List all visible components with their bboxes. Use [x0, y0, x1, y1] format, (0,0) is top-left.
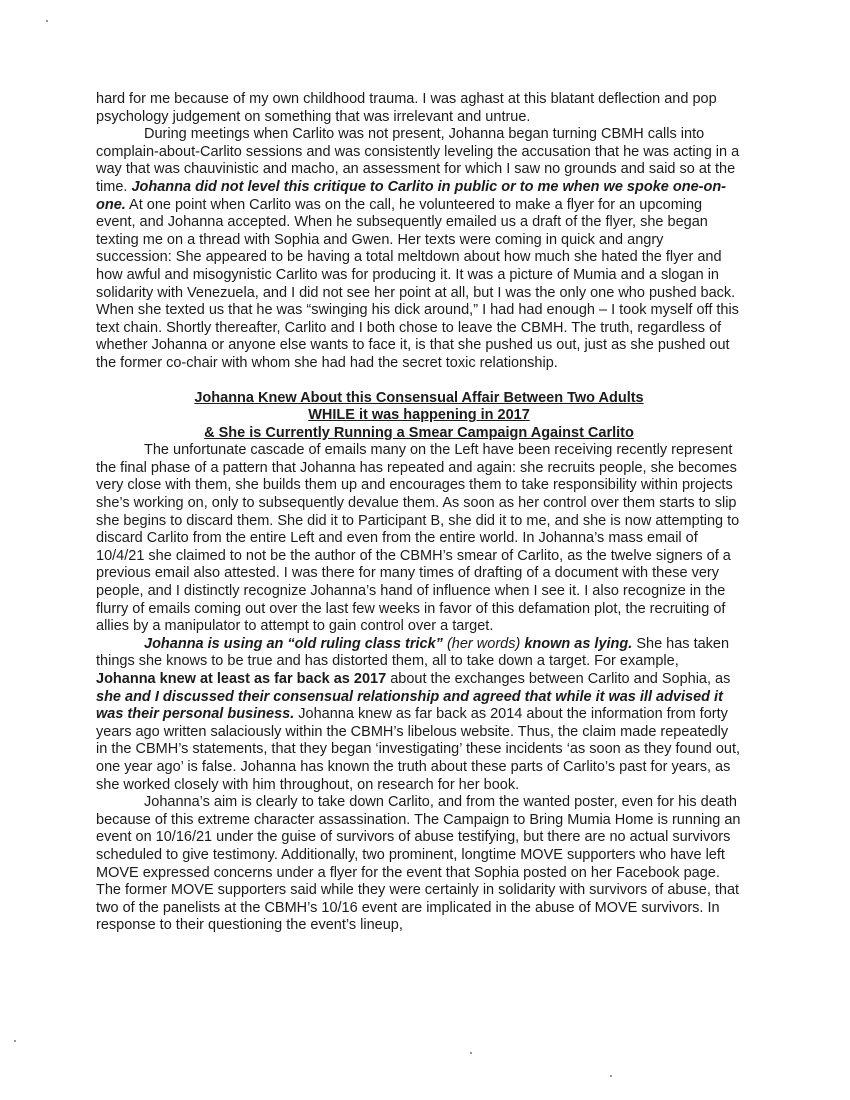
scan-speck	[14, 1040, 16, 1042]
scan-speck	[610, 1075, 612, 1077]
emphasis-text: known as lying.	[524, 635, 633, 652]
section-heading	[96, 390, 742, 443]
heading-line: & She is Currently Running a Smear Campaign Against Carlito	[204, 424, 634, 441]
text-run: During meetings when Carlito was not present, Johanna began turning CBMH calls into complain-about-Carlito sessions and was consistently leveling the accusation that he was acting in a way that was chauvinistic and macho, an assessment for which I saw no grounds and said so at the time.	[96, 126, 740, 195]
paragraph-continuation: hard for me because of my own childhood trauma. I was aghast at this blatant deflection and pop psychology judgement on something that was irrelevant and untrue.	[96, 91, 717, 125]
emphasis-text: Johanna is using an	[144, 635, 284, 652]
paragraph-meetings	[96, 126, 742, 372]
emphasis-text: she and I discussed their consensual relationship and agreed that while it was ill advised it was their personal business.	[96, 688, 723, 723]
emphasis-text: Johanna did not level this critique to Carlito in public or to me when we spoke one-on-one.	[96, 178, 727, 213]
document-page	[96, 91, 742, 935]
paragraph-gap	[96, 373, 742, 390]
paragraph-lying	[96, 636, 742, 794]
scan-speck	[470, 1052, 472, 1054]
paragraph-cascade: The unfortunate cascade of emails many on the Left have been receiving recently represent the final phase of a pattern that Johanna has repeated and again: she recruits people, she becomes very close with them, she builds them up and encourages them to take responsibility within projects she’s working on, only to subsequently devalue them. As soon as her control over them starts to slip she begins to discard them. She did it to Participant B, she did it to me, and she is now attempting to discard Carlito from the entire Left and even from the entire world. In Johanna’s mass email of 10/4/21 she claimed to not be the author of the CBMH’s smear of Carlito, as the twelve signers of a previous email also attested. I was there for many times of drafting of a document with these very people, and I distinctly recognize Johanna’s hand of influence when I see it. I also recognize in the flurry of emails coming out over the last few weeks in favor of this defamation plot, the recruiting of allies by a manipulator to attempt to gain control over a target.	[96, 442, 740, 635]
text-run: At one point when Carlito was on the call, he volunteered to make a flyer for an upcoming event, and Johanna accepted. When he subsequently emailed us a draft of the flyer, she began texting me on a thread with Sophia and Gwen. Her texts were coming in quick and angry succession: She appeared to be having a total meltdown about how much she hated the flyer and how awful and misogynistic Carlito was for producing it. It was a picture of Mumia and a slogan in solidarity with Venezuela, and I did not see her point at all, but I was the only one who pushed back. When she texted us that he was “swinging his dick around,” I had had enough – I took myself off this text chain. Shortly thereafter, Carlito and I both chose to leave the CBMH. The truth, regardless of whether Johanna or anyone else wants to face it, is that she pushed us out, just as she pushed out the former co-chair with whom she had had the secret toxic relationship.	[96, 196, 739, 371]
scan-speck	[46, 20, 48, 22]
text-run: (her words)	[446, 635, 521, 652]
text-run: Johanna knew as far back as 2014 about the information from forty years ago written salaciously within the CBMH’s libelous website. Thus, the claim made repeatedly in the CBMH’s statements, that they began ‘investigating’ these incidents ‘as soon as they found out, one year ago’ is false. Johanna has known the truth about these parts of Carlito’s past for years, as she worked closely with him throughout, on research for her book.	[96, 706, 741, 793]
text-run: She has taken things she knows to be true and has distorted them, all to take down a target. For example,	[96, 635, 730, 670]
paragraph-aim: Johanna’s aim is clearly to take down Carlito, and from the wanted poster, even for his death because of this extreme character assassination. The Campaign to Bring Mumia Home is running an event on 10/16/21 under the guise of survivors of abuse testifying, but there are no actual survivors scheduled to give testimony. Additionally, two prominent, longtime MOVE supporters who have left MOVE expressed concerns under a flyer for the event that Sophia posted on her Facebook page. The former MOVE supporters said while they were certainly in solidarity with survivors of abuse, that two of the panelists at the CBMH’s 10/16 event are implicated in the abuse of MOVE survivors. In response to their questioning the event’s lineup,	[96, 794, 741, 934]
emphasis-text: “old ruling class trick”	[287, 635, 443, 652]
heading-line: Johanna Knew About this Consensual Affair Between Two Adults	[194, 389, 644, 406]
text-run: about the exchanges between Carlito and Sophia, as	[390, 671, 731, 687]
heading-line: WHILE it was happening in 2017	[308, 407, 530, 424]
bold-text: Johanna knew at least as far back as 2017	[96, 671, 387, 687]
